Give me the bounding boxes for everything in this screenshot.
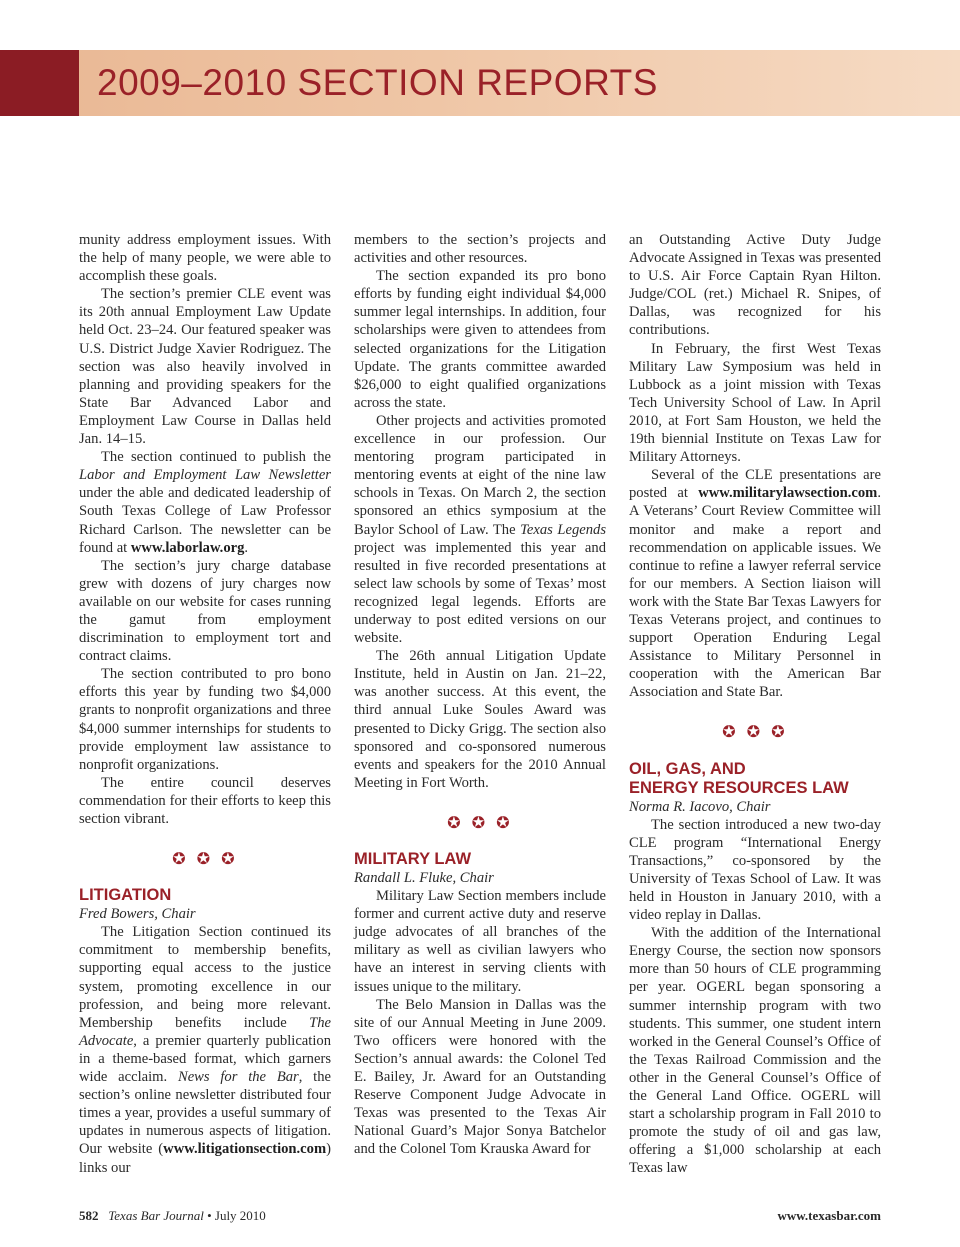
footer-bullet: •	[207, 1208, 212, 1223]
newsletter-title: Labor and Employment Law Newsletter	[79, 467, 331, 484]
section-divider-stars: ✪ ✪ ✪	[722, 722, 788, 742]
column-1	[79, 231, 331, 1177]
paragraph: The section expanded its pro bono efforts by funding eight individual $4,000 summer legal internships. In addition, four scholarships were given to attendees from selected organizations for the Litigation Update. The grants committee awarded $26,000 to eight qualified organizations across the state.	[354, 268, 606, 411]
paragraph: The 26th annual Litigation Update Institute, held in Austin on Jan. 21–22, was another success. At this event, the third annual Luke Soules Award was presented to Dicky Grigg. The section also sponsored and co-sponsored numerous events and speakers for the 2010 Annual Meeting in Fort Worth.	[354, 648, 606, 791]
paragraph: The section introduced a new two-day CLE program “International Energy Transactions,” co-sponsored by the University of Texas School of Law. It was held in Houston in January 2010, with a video replay in Dallas.	[629, 816, 881, 924]
section-chair: Fred Bowers, Chair	[79, 906, 196, 923]
paragraph: The entire council deserves commendation for their efforts to keep this section vibrant.	[79, 774, 331, 827]
section-chair: Norma R. Iacovo, Chair	[629, 798, 771, 815]
header-banner	[0, 50, 960, 116]
page-number: 582	[79, 1208, 99, 1223]
column-3	[629, 231, 881, 1178]
section-heading-oil-gas: OIL, GAS, AND ENERGY RESOURCES LAW	[629, 759, 849, 797]
footer-left	[79, 1208, 266, 1224]
journal-name: Texas Bar Journal	[108, 1208, 204, 1223]
paragraph: Other projects and activities promoted excellence in our profession. Our mentoring program participated in mentoring events at eight of the nine law schools in Texas. On March 2, the section sponsored an ethics symposium at the Baylor School of Law. The Texas Legends project was implemented this year and resulted in five recorded presentations at select law schools by some of Texas’ most recognized legal legends. Efforts are underway to post edited versions on our website.	[354, 412, 607, 647]
section-chair: Randall L. Fluke, Chair	[354, 870, 494, 886]
paragraph: munity address employment issues. With the help of many people, we were able to accomplish these goals.	[79, 232, 331, 285]
texas-legends-title: Texas Legends	[520, 521, 607, 538]
militarylawsection-link[interactable]: www.militarylawsection.com	[698, 485, 878, 502]
section-heading-military-law: MILITARY LAW	[354, 850, 472, 868]
header-accent-block	[0, 50, 79, 116]
section-heading-litigation: LITIGATION	[79, 886, 172, 905]
section-divider-stars: ✪ ✪ ✪	[172, 849, 238, 869]
issue-date: July 2010	[214, 1208, 266, 1223]
paragraph: members to the section’s projects and activities and other resources.	[354, 232, 606, 267]
paragraph: The Litigation Section continued its commitment to membership benefits, supporting equal access to the justice system, promoting excellence in our profession, and being more relevant. Membership benefits include The Advocate, a premier quarterly publication in a theme-based format, which garners wide acclaim. News for the Bar, the section’s online newsletter distributed four times a year, provides a useful summary of updates in numerous aspects of litigation. Our website (www.litigationsection.com) links our	[79, 924, 331, 1176]
paragraph: The section’s jury charge database grew with dozens of jury charges now available on our website for cases running the gamut from employment discrimination to employment tort and contract claims.	[79, 557, 331, 665]
paragraph: Several of the CLE presentations are posted at www.militarylawsection.com. A Veterans’ Court Review Committee will monitor and make a report and recommendation on applicable issues. We continue to refine a lawyer referral service for our members. A Section liaison will work with the State Bar Texas Lawyers for Texas Veterans project, and continues to support Operation Enduring Legal Assistance to Military Personnel in cooperation with the American Bar Association and State Bar.	[629, 467, 881, 701]
paragraph: The Belo Mansion in Dallas was the site of our Annual Meeting in June 2009. Two officers were honored with the Section’s annual awards: the Colonel Ted E. Bailey, Jr. Award for an Outstanding Reserve Component Judge Advocate in Texas was presented to the Texas Air National Guard’s Major Sonya Batchelor and the Colonel Tom Krauska Award for	[354, 996, 606, 1158]
litigationsection-link[interactable]: www.litigationsection.com	[163, 1141, 327, 1158]
paragraph: an Outstanding Active Duty Judge Advocate Assigned in Texas was presented to U.S. Air Force Captain Ryan Hilton. Judge/COL (ret.) Michael R. Snipes, of Dallas, was recognized for his contributions.	[629, 232, 881, 339]
column-2	[354, 231, 606, 1159]
page-title: 2009–2010 SECTION REPORTS	[97, 62, 658, 103]
paragraph: The section’s premier CLE event was its 20th annual Employment Law Update held Oct. 23–24. Our featured speaker was U.S. District Judge Xavier Rodriguez. The section was also heavily involved in planning and providing speakers for the State Bar Advanced Labor and Employment Law Course in Dallas held Jan. 14–15.	[79, 286, 331, 448]
paragraph: Military Law Section members include former and current active duty and reserve judge advocates of all branches of the military as well as civilian lawyers who have an interest in serving clients with issues unique to the military.	[354, 888, 606, 995]
paragraph: The section continued to publish the Labor and Employment Law Newsletter under the able and dedicated leadership of South Texas College of Law Professor Richard Carlson. The newsletter can be found at www.laborlaw.org.	[79, 449, 331, 556]
paragraph: The section contributed to pro bono efforts this year by funding two $4,000 grants to nonprofit organizations and three $4,000 summer internships for students to provide employment law assistance to nonprofit organizations.	[79, 666, 331, 773]
laborlaw-link[interactable]: www.laborlaw.org	[130, 539, 245, 556]
footer-website[interactable]: www.texasbar.com	[777, 1208, 881, 1223]
paragraph: In February, the first West Texas Military Law Symposium was held in Lubbock as a joint mission with Texas Tech University School of Law. In April 2010, at Fort Sam Houston, we held the 19th biennial Institute on Texas Law for Military Attorneys.	[629, 340, 881, 466]
paragraph: With the addition of the International Energy Course, the section now sponsors more than 50 hours of CLE programming per year. OGERL began sponsoring a summer internship program with two students. This summer, one student intern worked in the General Counsel’s Office of the Texas Railroad Commission and the other in the General Counsel’s Office of the General Land Office. OGERL will start a scholarship program in Fall 2010 to promote the study of oil and gas law, offering a $1,000 scholarship at each Texas law	[629, 925, 881, 1177]
section-divider-stars: ✪ ✪ ✪	[447, 812, 513, 832]
